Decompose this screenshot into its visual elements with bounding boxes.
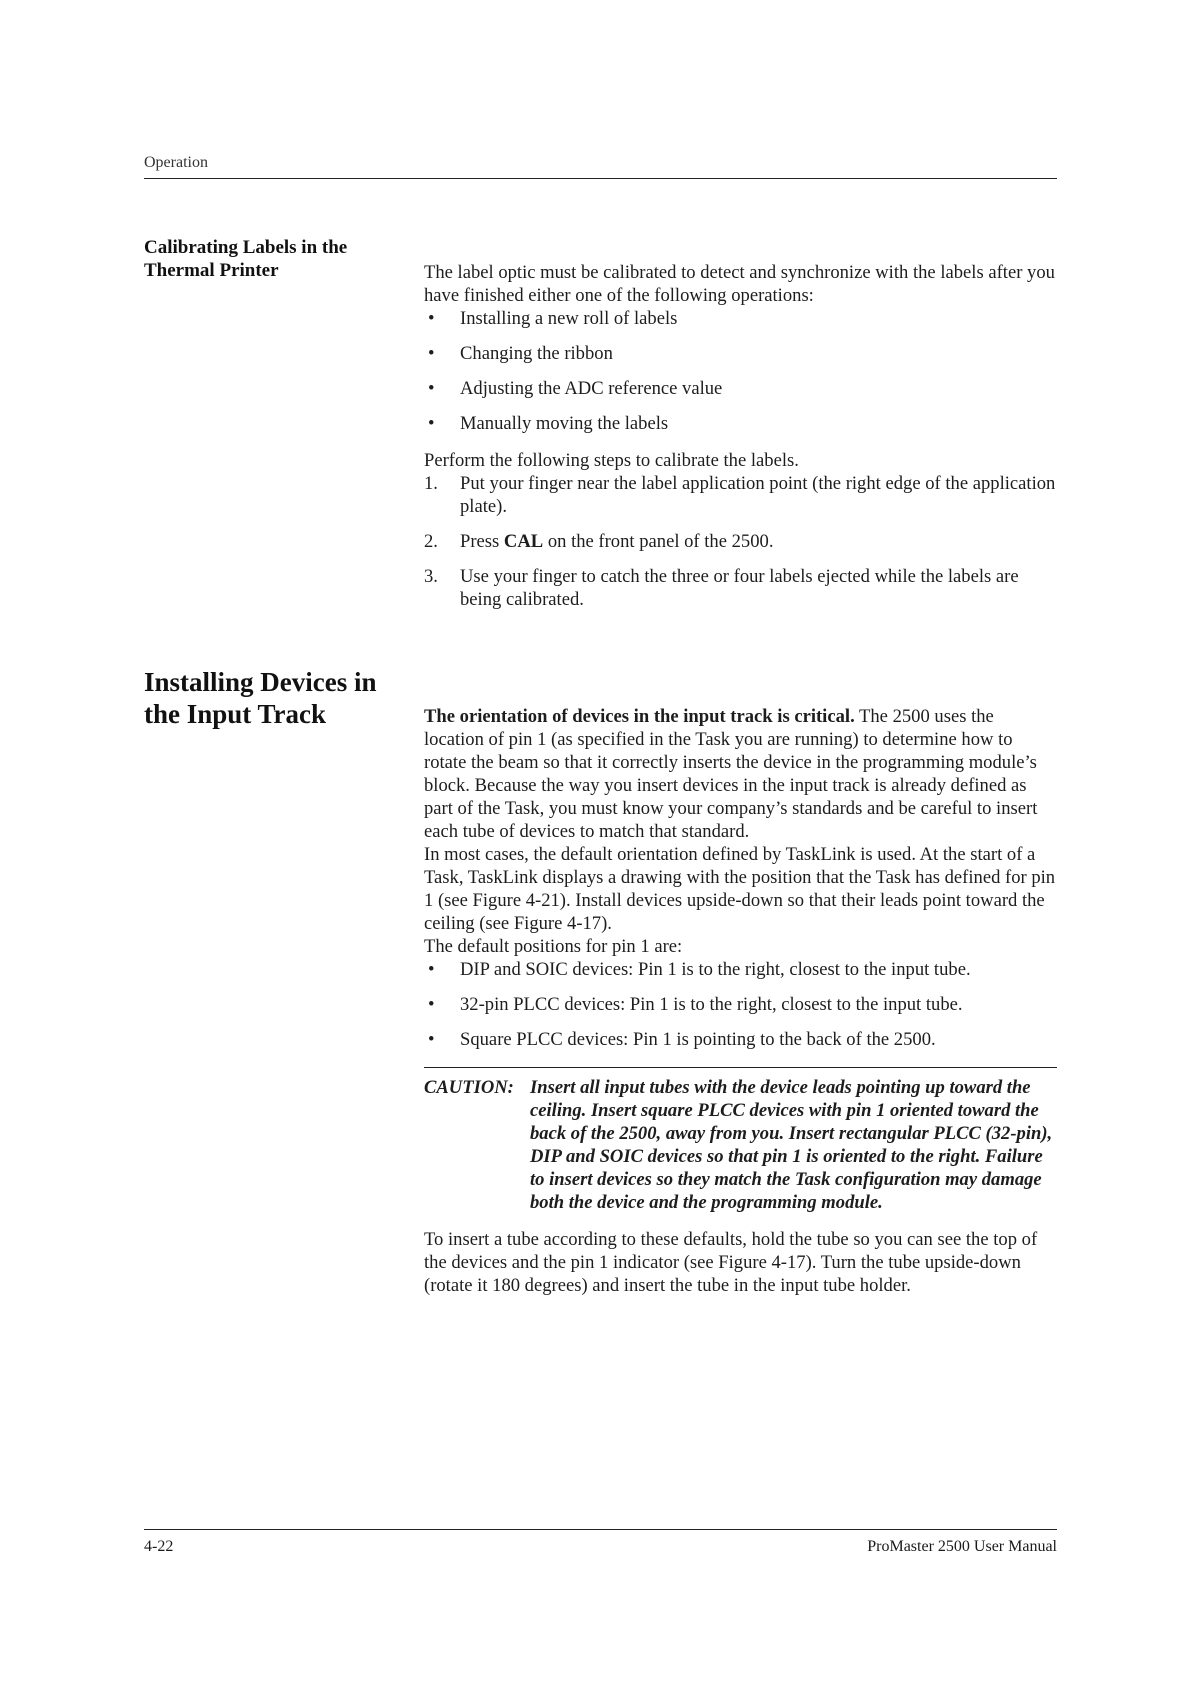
step-number: 2. (424, 531, 438, 552)
list-item (424, 993, 1057, 1016)
insert-tube-paragraph: To insert a tube according to these defaults, hold the tube so you can see the top of the devices and the pin 1 indicator (see Figure 4-17). Turn the tube upside-down (rotate it 180 degrees) and insert the tube in the input tube holder. (424, 1229, 1038, 1296)
list-item (424, 377, 1057, 400)
list-item-text: Adjusting the ADC reference value (460, 378, 723, 399)
section-heading-installing-devices (144, 666, 404, 730)
list-item (424, 342, 1057, 365)
list-item (424, 958, 1057, 981)
list-item-text: Changing the ribbon (460, 343, 613, 364)
step-number: 3. (424, 566, 438, 587)
list-item (424, 307, 1057, 330)
step-number: 1. (424, 473, 438, 494)
list-item-text: Installing a new roll of labels (460, 308, 678, 329)
step-text-pre: Press (460, 531, 504, 552)
lead-sentence: The orientation of devices in the input track is critical. (424, 706, 855, 727)
pin-positions-list (424, 958, 1057, 1051)
list-item-text: Manually moving the labels (460, 413, 669, 434)
caution-text: Insert all input tubes with the device leads pointing up toward the ceiling. Insert square PLCC devices with pin 1 oriented toward the back of the 2500, away from you. Insert rectangular PLCC (32-pin), DIP and SOIC devices so that pin 1 is oriented to the right. Failure to insert devices so they match the Task configuration may damage both the device and the programming module. (530, 1077, 1053, 1213)
bullet-marker: • (428, 959, 435, 980)
bullet-marker: • (428, 1029, 435, 1050)
bullet-marker: • (428, 343, 435, 364)
list-item (424, 1028, 1057, 1051)
paragraph-rest: The 2500 uses the location of pin 1 (as specified in the Task you are running) to determine how to rotate the beam so that it correctly inserts the device in the programming module’s block. Because the way you insert devices in the input track is already defined as part of the Task, you must know your company’s standards and be careful to insert each tube of devices to match that standard. (424, 706, 1038, 842)
bullet-marker: • (428, 994, 435, 1015)
step-item (424, 530, 1057, 553)
bullet-marker: • (428, 413, 435, 434)
section-heading-calibrating-labels (144, 236, 394, 282)
list-item-text: DIP and SOIC devices: Pin 1 is to the right, closest to the input tube. (460, 959, 971, 980)
calibration-steps (424, 472, 1057, 611)
default-orientation-paragraph: In most cases, the default orientation defined by TaskLink is used. At the start of a Task, TaskLink displays a drawing with the position that the Task has defined for pin 1 (see Figure 4-21). Install devices upside-down so that their leads point toward the ceiling (see Figure 4-17). (424, 844, 1056, 934)
page-number: 4-22 (144, 1538, 174, 1555)
operations-list (424, 307, 1057, 435)
section-body-calibrating-labels (424, 261, 1057, 623)
steps-intro: Perform the following steps to calibrate the labels. (424, 450, 799, 471)
bullet-marker: • (428, 308, 435, 329)
step-text: Put your finger near the label application point (the right edge of the application plate). (460, 473, 1056, 517)
step-text: Use your finger to catch the three or four labels ejected while the labels are being calibrated. (460, 566, 1019, 610)
intro-paragraph: The label optic must be calibrated to detect and synchronize with the labels after you have finished either one of the following operations: (424, 262, 1055, 306)
footer-rule (144, 1529, 1057, 1530)
step-text-post: on the front panel of the 2500. (543, 531, 774, 552)
cal-key-label: CAL (503, 531, 544, 552)
default-positions-intro: The default positions for pin 1 are: (424, 936, 683, 957)
section-heading-line: Thermal Printer (144, 260, 279, 281)
header-rule (144, 178, 1057, 179)
section-heading-line: the Input Track (144, 699, 327, 729)
caution-notice (424, 1067, 1057, 1214)
manual-title: ProMaster 2500 User Manual (867, 1538, 1057, 1555)
step-item (424, 472, 1057, 518)
list-item (424, 412, 1057, 435)
orientation-paragraph (424, 705, 1057, 843)
list-item-text: Square PLCC devices: Pin 1 is pointing to the back of the 2500. (460, 1029, 936, 1050)
bullet-marker: • (428, 378, 435, 399)
section-body-installing-devices (424, 705, 1057, 1297)
step-item (424, 565, 1057, 611)
list-item-text: 32-pin PLCC devices: Pin 1 is to the right, closest to the input tube. (460, 994, 963, 1015)
section-heading-line: Calibrating Labels in the (144, 237, 348, 258)
section-heading-line: Installing Devices in (144, 667, 377, 697)
running-head: Operation (144, 154, 208, 171)
caution-label: CAUTION: (424, 1077, 514, 1098)
